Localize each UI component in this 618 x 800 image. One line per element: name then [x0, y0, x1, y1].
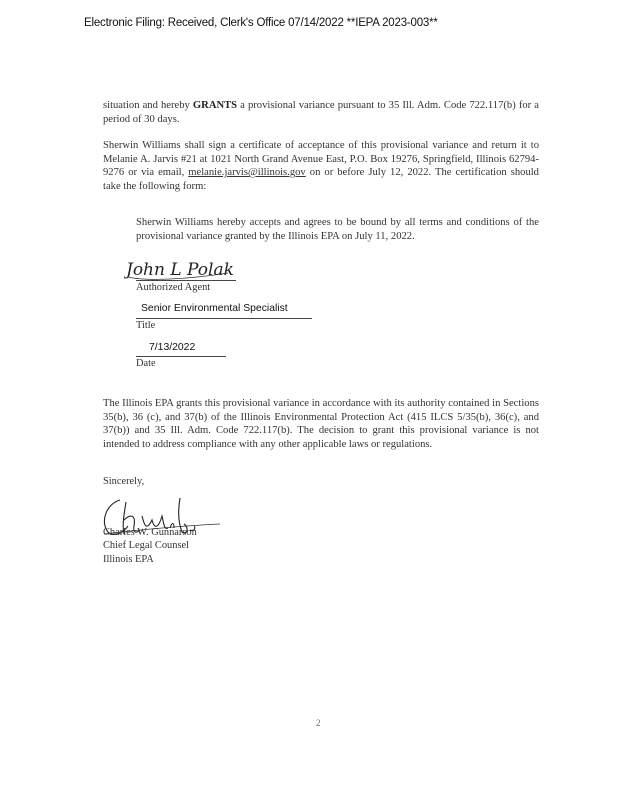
- grant-text-before: situation and hereby: [103, 100, 193, 111]
- title-value: Senior Environmental Specialist: [141, 303, 288, 314]
- grant-text-after: a provisional variance pursuant to 35 Ill. Adm. Code 722.117(b) for a period of 30 days.: [103, 100, 539, 125]
- certificate-text: Sherwin Williams hereby accepts and agrees to be bound by all terms and conditions of the provisional variance granted by the Illinois EPA on July 11, 2022.: [136, 217, 539, 242]
- date-value: 7/13/2022: [149, 342, 196, 353]
- agent-signature-line: [136, 280, 236, 281]
- closing-salutation: Sincerely,: [103, 476, 145, 487]
- filing-stamp: Electronic Filing: Received, Clerk's Office 07/14/2022 **IEPA 2023-003**: [84, 17, 438, 29]
- authority-paragraph: The Illinois EPA grants this provisional variance in accordance with its authority contained in Sections 35(b), 36 (c), and 37(b) of the Illinois Environmental Protection Act (415 ILCS 5/35(b), 36(c), and 37(b)) and 35 Ill. Adm. Code 722.117(b). The decision to grant this provisional variance is not intended to address compliance with any other applicable laws or regulations.: [103, 398, 539, 450]
- counsel-position: Chief Legal Counsel: [103, 540, 189, 552]
- date-line: [136, 356, 226, 357]
- acceptance-instructions-paragraph: [103, 139, 539, 193]
- acceptance-text-after: on or before July 12, 2022. The certification should take the following form:: [103, 167, 539, 192]
- email-link[interactable]: melanie.jarvis@illinois.gov: [188, 167, 306, 179]
- date-label: Date: [136, 358, 156, 369]
- title-line: [136, 318, 312, 319]
- page-number: 2: [316, 718, 321, 728]
- counsel-name-block: [103, 526, 197, 566]
- counsel-name: Charles W. Gunnarson: [103, 527, 197, 538]
- agent-signature-text: John L Polak: [126, 260, 234, 280]
- counsel-agency: Illinois EPA: [103, 553, 154, 565]
- title-label: Title: [136, 320, 156, 331]
- authorized-agent-label: Authorized Agent: [136, 282, 211, 293]
- grants-bold: GRANTS: [192, 100, 238, 111]
- grant-paragraph: [103, 99, 539, 126]
- acceptance-text-before: Sherwin Williams shall sign a certificate of acceptance of this provisional variance and return it to Melanie A. Jarvis #21 at 1021 North Grand Avenue East, P.O. Box 19276, Springfield, Illinois 62794-9276 or via email,: [103, 140, 539, 179]
